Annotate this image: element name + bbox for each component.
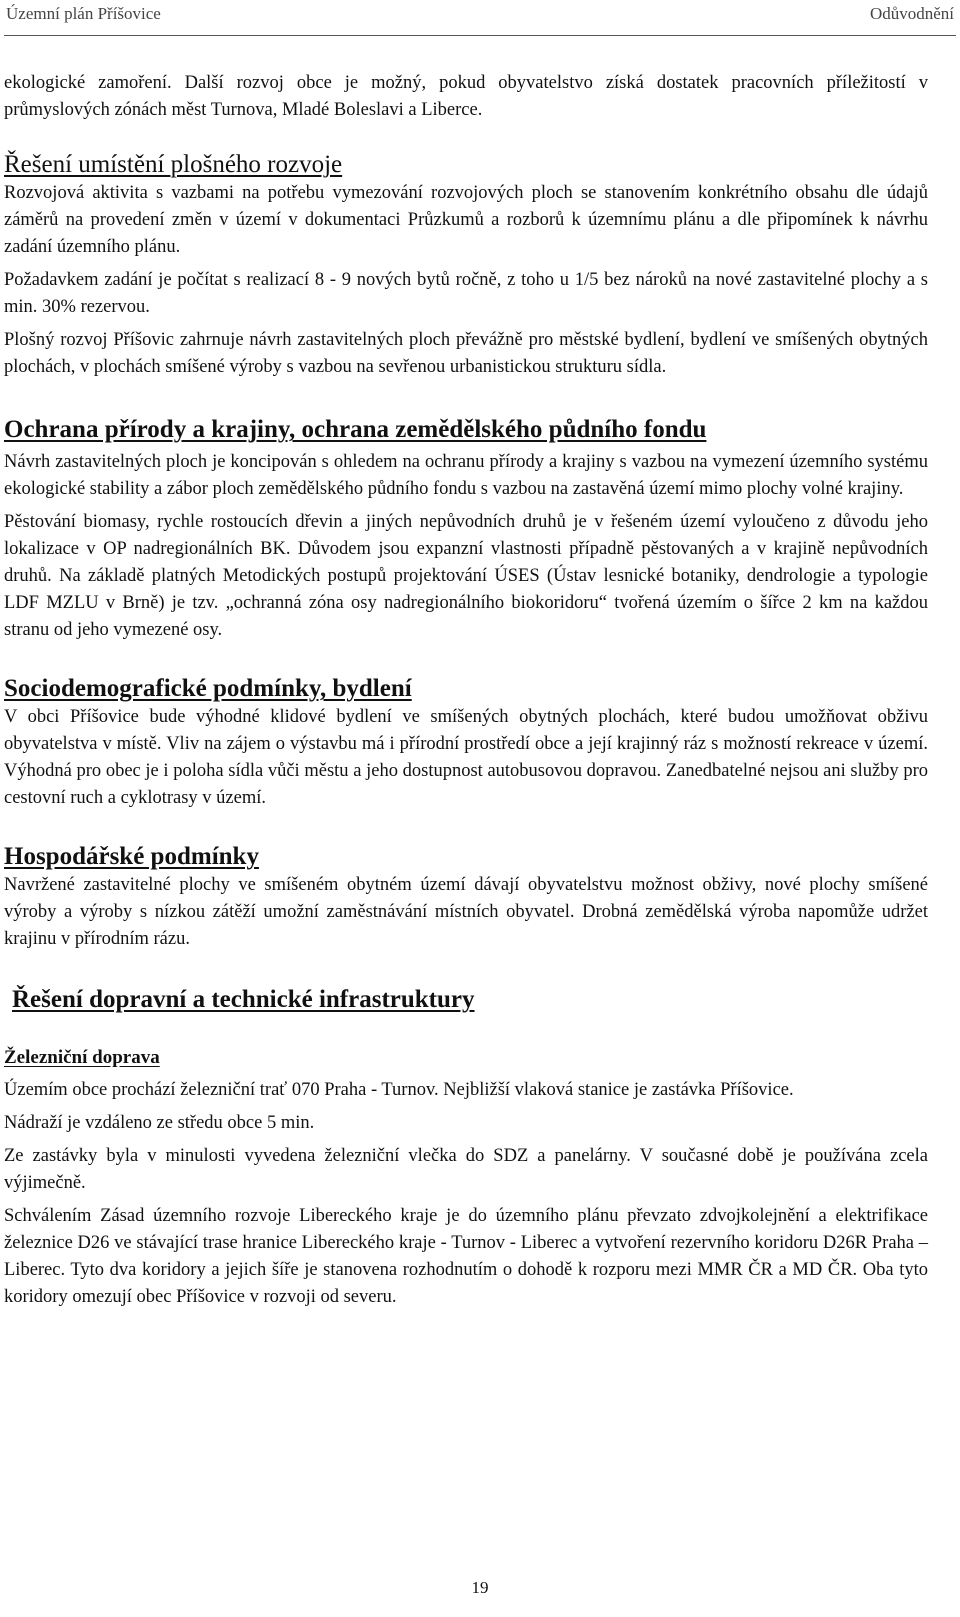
paragraph: Rozvojová aktivita s vazbami na potřebu vymezování rozvojových ploch se stanovením konkrétního obsahu dle údajů záměrů na provedení změn v území v dokumentaci Průzkumů a rozborů k územnímu plánu a dle připomínek k návrhu zadání územního plánu.	[4, 183, 928, 257]
page-header	[6, 4, 954, 32]
paragraph: Požadavkem zadání je počítat s realizací 8 - 9 nových bytů ročně, z toho u 1/5 bez nároků na nové zastavitelné plochy a s min. 30% rezervou.	[4, 270, 928, 317]
heading-plosny-rozvoj: Řešení umístění plošného rozvoje	[4, 151, 343, 178]
heading-ochrana-prirody: Ochrana přírody a krajiny, ochrana zemědělského půdního fondu	[4, 416, 707, 443]
paragraph: Schválením Zásad územního rozvoje Libereckého kraje je do územního plánu převzato zdvojkolejnění a elektrifikace železnice D26 ve stávající trase hranice Libereckého kraje - Turnov - Liberec a vytvoření rezervního koridoru D26R Praha – Liberec. Tyto dva koridory a jejich šíře je stanovena rozhodnutím o dohodě k rozporu mezi MMR ČR a MD ČR. Oba tyto koridory omezují obec Příšovice v rozvoji od severu.	[4, 1206, 928, 1307]
paragraph: Pěstování biomasy, rychle rostoucích dřevin a jiných nepůvodních druhů je v řešeném území vyloučeno z důvodu jeho lokalizace v OP nadregionálních BK. Důvodem jsou expanzní vlastnosti případně pěstovaných a v krajině nepůvodních druhů. Na základě platných Metodických postupů projektování ÚSES (Ústav lesnické botaniky, dendrologie a typologie LDF MZLU v Brně) je tzv. „ochranná zóna osy nadregionálního biokoridoru“ tvořená územím o šířce 2 km na každou stranu od jeho vymezené osy.	[4, 512, 928, 640]
page-number: 19	[471, 1578, 489, 1597]
heading-hospodarske: Hospodářské podmínky	[4, 843, 259, 870]
paragraph: Návrh zastavitelných ploch je koncipován s ohledem na ochranu přírody a krajiny s vazbou na vymezení územního systému ekologické stability a zábor ploch zemědělského půdního fondu s vazbou na zastavěná území mimo plochy volné krajiny.	[4, 452, 928, 499]
paragraph: Ze zastávky byla v minulosti vyvedena železniční vlečka do SDZ a panelárny. V současné době je používána zcela výjimečně.	[4, 1146, 928, 1193]
paragraph: Plošný rozvoj Příšovic zahrnuje návrh zastavitelných ploch převážně pro městské bydlení, bydlení ve smíšených obytných plochách, v plochách smíšené výroby s vazbou na sevřenou urbanistickou strukturu sídla.	[4, 330, 928, 377]
subheading-zeleznicni-doprava: Železniční doprava	[4, 1047, 160, 1068]
paragraph: V obci Příšovice bude výhodné klidové bydlení ve smíšených obytných plochách, které budou umožňovat obživu obyvatelstva v místě. Vliv na zájem o výstavbu má i přírodní prostředí obce a její krajinný ráz s možností rekreace v území. Výhodná pro obec je i poloha sídla vůči městu a jeho dostupnost autobusovou dopravou. Zanedbatelné nejsou ani služby pro cestovní ruch a cyklotrasy v území.	[4, 707, 928, 808]
document-body	[4, 70, 928, 1311]
heading-dopravni-infrastruktura: Řešení dopravní a technické infrastruktury	[12, 986, 475, 1013]
paragraph: Navržené zastavitelné plochy ve smíšeném obytném území dávají obyvatelstvu možnost obživy, nové plochy smíšené výroby a výroby s nízkou zátěží umožní zaměstnávání místních obyvatel. Drobná zemědělská výroba napomůže udržet krajinu v přírodním rázu.	[4, 875, 928, 949]
paragraph: Nádraží je vzdáleno ze středu obce 5 min.	[4, 1113, 315, 1133]
header-divider	[4, 35, 956, 36]
heading-sociodemograficke: Sociodemografické podmínky, bydlení	[4, 675, 412, 702]
paragraph: Územím obce prochází železniční trať 070 Praha - Turnov. Nejbližší vlaková stanice je zastávka Příšovice.	[4, 1080, 794, 1100]
header-section-title: Odůvodnění	[869, 4, 954, 23]
header-document-title: Územní plán Příšovice	[6, 4, 161, 23]
intro-paragraph: ekologické zamoření. Další rozvoj obce je možný, pokud obyvatelstvo získá dostatek pracovních příležitostí v průmyslových zónách měst Turnova, Mladé Boleslavi a Liberce.	[4, 73, 928, 120]
